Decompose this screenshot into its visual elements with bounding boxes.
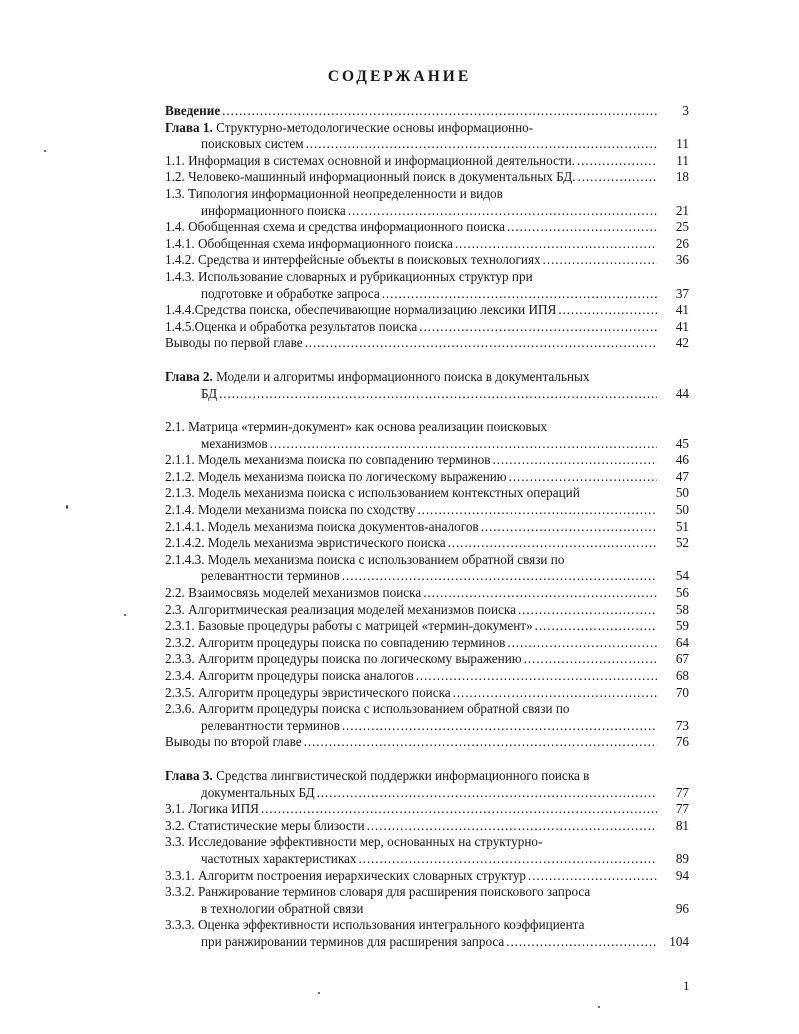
toc-page-number: 25 [675, 219, 689, 235]
toc-page-number: 51 [675, 518, 689, 534]
toc-entry-text: 2.1.1. Модель механизма поиска по совпадению терминов [165, 452, 491, 468]
toc-entry-text: 2.1. Матрица «термин-документ» как основа реализации поисковых [165, 419, 548, 435]
toc-entry [165, 535, 689, 552]
toc-page-number: 41 [675, 302, 689, 318]
toc-entry [165, 801, 689, 818]
toc-entry [165, 734, 689, 751]
dot-leader [506, 934, 657, 951]
toc-page-number: 64 [675, 634, 689, 650]
dot-leader [358, 851, 657, 868]
toc-entry-text: 2.1.4.2. Модель механизма эвристического поиска [165, 535, 446, 551]
dot-leader [342, 568, 657, 585]
dot-leader [507, 635, 657, 652]
toc-page-number: 50 [675, 485, 689, 501]
toc-page-number: 21 [675, 202, 689, 218]
toc-entry [165, 103, 689, 120]
toc-page-number: 50 [675, 502, 689, 518]
toc-page-number: 81 [675, 817, 689, 833]
toc-entry [165, 552, 689, 585]
toc-page-number: 3 [682, 103, 689, 118]
toc-entry-text: релевантности терминов [201, 717, 340, 733]
dot-leader [481, 519, 657, 536]
scan-speck [124, 614, 126, 616]
dot-leader [417, 502, 657, 519]
toc-entry [165, 685, 689, 702]
toc-entry-text: 2.1.4. Модели механизма поиска по сходству [165, 502, 416, 518]
toc-entry-text: при ранжировании терминов для расширения запроса [201, 933, 505, 949]
toc-entry [165, 651, 689, 668]
toc-page-number: 36 [675, 252, 689, 268]
toc-page-number: 77 [675, 784, 689, 800]
toc-page-number: 59 [675, 618, 689, 634]
toc-entry [165, 834, 689, 867]
toc-entry [165, 302, 689, 319]
toc-entry-text: 2.3.4. Алгоритм процедуры поиска аналогов [165, 668, 414, 683]
dot-leader [578, 169, 658, 186]
toc-page-number: 52 [675, 535, 689, 551]
toc-page-number: 54 [675, 568, 689, 584]
page-number: 1 [683, 978, 690, 993]
toc-entry [165, 335, 689, 352]
toc-page-number: 77 [675, 801, 689, 817]
toc-entry-text: 3.3.2. Ранжирование терминов словаря для расширения поискового запроса [165, 884, 591, 900]
toc-entry-text: Выводы по второй главе [165, 734, 302, 750]
toc-page-number: 58 [675, 601, 689, 617]
toc-entry-text: 3.3. Исследование эффективности мер, основанных на структурно- [165, 834, 543, 850]
toc-entry-text: 2.3.6. Алгоритм процедуры поиска с использованием обратной связи по [165, 701, 570, 717]
toc-entry [165, 585, 689, 602]
dot-leader [558, 302, 657, 319]
toc-entry [165, 618, 689, 635]
scan-speck [44, 150, 46, 152]
toc-entry-text: 1.2. Человеко-машинный информационный поиск в документальных БД. [165, 169, 576, 185]
toc-entry-text: 2.3.1. Базовые процедуры работы с матрицей «термин-документ» [165, 618, 533, 634]
toc-entry [165, 917, 689, 950]
toc-entry-text: поисковых систем [201, 136, 304, 152]
toc-page-number: 70 [675, 684, 689, 700]
toc-entry-text: Глава 1. Структурно-методологические основы информационно- [165, 119, 534, 135]
dot-leader [528, 868, 657, 885]
toc-entry [165, 452, 689, 469]
toc-entry [165, 485, 689, 502]
toc-page-number: 73 [675, 717, 689, 733]
dot-leader [306, 136, 657, 153]
dot-leader [222, 103, 657, 120]
dot-leader [219, 386, 657, 403]
dot-leader [453, 685, 657, 702]
toc-page-number: 26 [675, 235, 689, 251]
toc-entry-text: 3.1. Логика ИПЯ [165, 801, 259, 817]
toc-page-number: 18 [675, 169, 689, 185]
toc-entry [165, 519, 689, 536]
toc-entry [165, 668, 689, 685]
toc-page-number: 47 [675, 468, 689, 484]
dot-leader [382, 286, 657, 303]
toc-entry-text: 2.2. Взаимосвязь моделей механизмов поиска [165, 585, 422, 601]
toc-page-number: 76 [675, 734, 689, 750]
toc-entry-text: 2.1.4.1. Модель механизма поиска документов-аналогов [165, 518, 479, 534]
toc-entry-text: документальных БД [201, 784, 315, 800]
scan-speck [66, 505, 68, 509]
dot-leader [507, 219, 657, 236]
dot-leader [342, 718, 657, 735]
toc-entry-text: 2.1.4.3. Модель механизма поиска с использованием обратной связи по [165, 551, 565, 567]
dot-leader [577, 153, 657, 170]
toc-entry [165, 602, 689, 619]
toc-page-number: 56 [675, 585, 689, 601]
toc-entry-text: релевантности терминов [201, 568, 340, 584]
toc-entry-text: Выводы по первой главе [165, 335, 303, 351]
toc-entry [165, 768, 689, 801]
toc-page-number: 89 [675, 850, 689, 866]
toc-entry-text: частотных характеристиках [201, 850, 357, 866]
dot-leader [535, 618, 657, 635]
dot-leader [419, 319, 657, 336]
toc-entry-text: 1.4.2. Средства и интерфейсные объекты в поисковых технологиях [165, 252, 541, 268]
toc-entry-text: 2.1.3. Модель механизма поиска с использованием контекстных операций [165, 485, 580, 501]
toc-entry [165, 269, 689, 302]
dot-leader [270, 436, 657, 453]
toc-page-number: 67 [675, 651, 689, 667]
toc-entry [165, 469, 689, 486]
scan-speck [598, 1006, 600, 1008]
toc-entry [165, 186, 689, 219]
dot-leader [305, 335, 657, 352]
toc-page-number: 104 [669, 933, 689, 949]
toc-entry [165, 369, 689, 402]
dot-leader [543, 252, 657, 269]
dot-leader [416, 668, 657, 685]
toc-entry-text: 2.3.3. Алгоритм процедуры поиска по логическому выражению [165, 651, 522, 667]
toc-entry [165, 502, 689, 519]
toc-entry-text: Глава 3. Средства лингвистической поддержки информационного поиска в [165, 767, 590, 783]
toc-entry-text: 1.4.5.Оценка и обработка результатов поиска [165, 318, 418, 334]
toc-entry-text: 3.2. Статистические меры близости [165, 817, 365, 833]
toc-page-number: 37 [675, 285, 689, 301]
toc-entry-text: 1.1. Информация в системах основной и информационной деятельности. [165, 152, 576, 168]
toc-page-number: 42 [675, 335, 689, 351]
toc-entry-text: Введение [165, 103, 221, 118]
toc-entry-text: БД [201, 385, 218, 401]
scan-speck [318, 992, 320, 994]
toc-entry-text: 2.3.2. Алгоритм процедуры поиска по совпадению терминов [165, 634, 506, 650]
dot-leader [304, 734, 657, 751]
dot-leader [261, 801, 657, 818]
toc-entry-text: информационного поиска [201, 202, 346, 218]
dot-leader [448, 535, 657, 552]
toc-entry [165, 818, 689, 835]
dot-leader [348, 203, 657, 220]
page-title: СОДЕРЖАНИЕ [327, 68, 472, 85]
toc-entry [165, 252, 689, 269]
toc-page-number: 44 [675, 385, 689, 401]
toc-entry [165, 868, 689, 885]
toc-entry-text: 1.4.4.Средства поиска, обеспечивающие нормализацию лексики ИПЯ [165, 302, 557, 318]
dot-leader [518, 602, 657, 619]
toc-entry [165, 236, 689, 253]
toc-entry-text: в технологии обратной связи [201, 900, 364, 916]
dot-leader [317, 785, 657, 802]
dot-leader [455, 236, 657, 253]
toc-entry [165, 419, 689, 452]
toc-entry [165, 153, 689, 170]
toc-entry-text: 3.3.1. Алгоритм построения иерархических словарных структур [165, 867, 527, 883]
toc-page-number: 11 [676, 152, 689, 168]
toc-entry-text: механизмов [201, 435, 268, 451]
dot-leader [367, 818, 657, 835]
dot-leader [423, 585, 657, 602]
dot-leader [509, 469, 657, 486]
dot-leader [492, 452, 657, 469]
toc-entry-text: Глава 2. Модели и алгоритмы информационного поиска в документальных [165, 368, 590, 384]
toc-page-number: 41 [675, 318, 689, 334]
toc-entry [165, 319, 689, 336]
toc-entry-text: 1.4. Обобщенная схема и средства информационного поиска [165, 219, 505, 235]
toc-page-number: 68 [675, 668, 689, 683]
toc-page-number: 94 [675, 867, 689, 883]
toc-entry-text: 2.3.5. Алгоритм процедуры эвристического поиска [165, 684, 451, 700]
toc-page-number: 11 [676, 136, 689, 152]
toc-entry [165, 884, 689, 917]
toc-entry [165, 635, 689, 652]
toc-entry [165, 701, 689, 734]
toc-entry-text: 1.4.3. Использование словарных и рубрикационных структур при [165, 268, 533, 284]
toc-page-number: 45 [675, 435, 689, 451]
toc-entry-text: 1.3. Типология информационной неопределенности и видов [165, 185, 503, 201]
toc-page-number: 96 [675, 900, 689, 916]
toc-entry-text: 3.3.3. Оценка эффективности использования интегрального коэффициента [165, 917, 585, 933]
toc-entry [165, 219, 689, 236]
dot-leader [524, 651, 657, 668]
toc-entry-text: 1.4.1. Обобщенная схема информационного поиска [165, 235, 453, 251]
toc-entry-text: 2.1.2. Модель механизма поиска по логическому выражению [165, 468, 507, 484]
toc-page-number: 46 [675, 452, 689, 468]
toc-entry-text: 2.3. Алгоритмическая реализация моделей механизмов поиска [165, 601, 516, 617]
toc-entry [165, 120, 689, 153]
toc-entry-text: подготовке и обработке запроса [201, 285, 380, 301]
toc-entry [165, 169, 689, 186]
table-of-contents [165, 103, 689, 951]
